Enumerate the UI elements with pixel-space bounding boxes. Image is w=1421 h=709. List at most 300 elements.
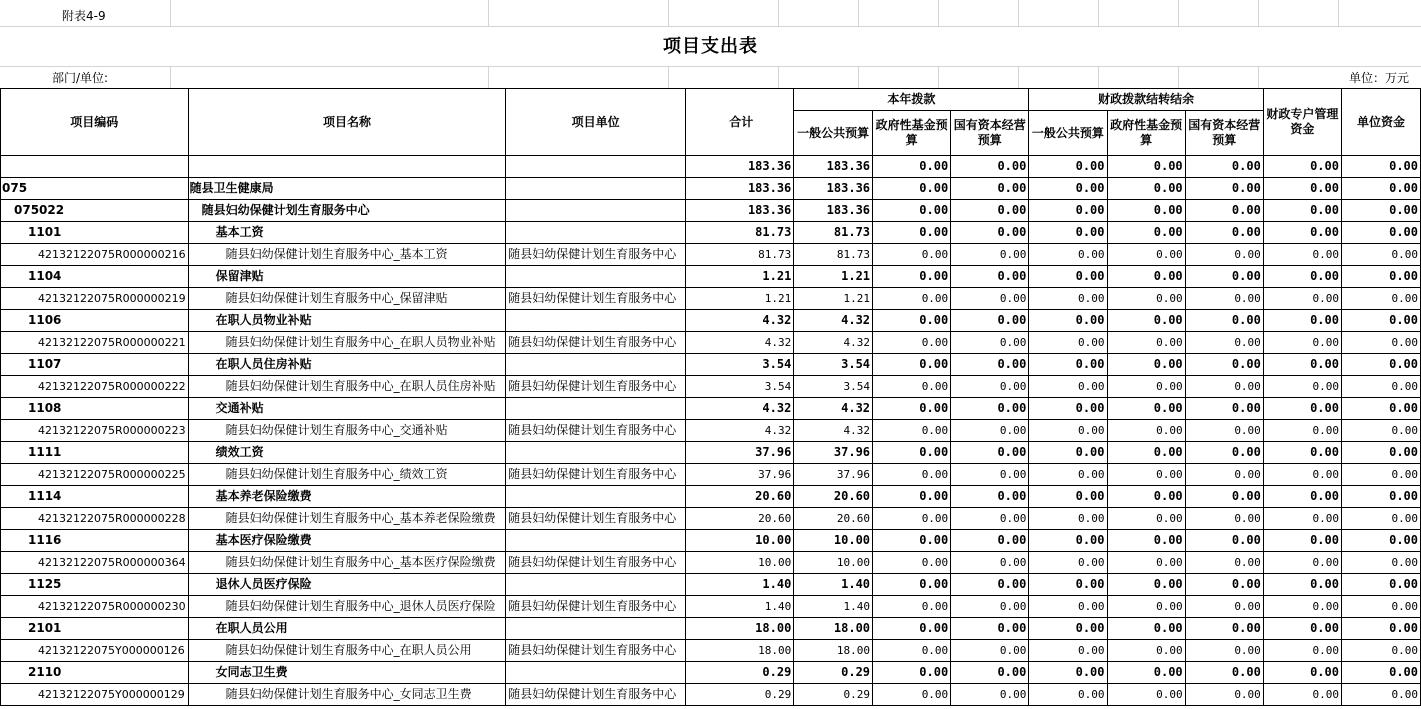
cell-gov-fund[interactable]: 0.00: [873, 552, 951, 574]
cell-general-budget-carryover[interactable]: 0.00: [1029, 420, 1107, 442]
cell-project-unit[interactable]: 随县妇幼保健计划生育服务中心: [506, 596, 686, 618]
header-state-capital[interactable]: 国有资本经营预算: [951, 111, 1029, 156]
cell-general-budget[interactable]: 0.29: [794, 684, 873, 706]
cell-state-capital[interactable]: 0.00: [951, 442, 1029, 464]
cell-gov-fund-carryover[interactable]: 0.00: [1107, 552, 1185, 574]
cell-project-name[interactable]: 随县妇幼保健计划生育服务中心_基本医疗保险缴费: [188, 552, 506, 574]
cell-project-unit[interactable]: [506, 530, 686, 552]
cell-special-fund[interactable]: 0.00: [1263, 464, 1341, 486]
cell-state-capital-carryover[interactable]: 0.00: [1185, 398, 1263, 420]
cell-state-capital[interactable]: 0.00: [951, 508, 1029, 530]
cell-state-capital-carryover[interactable]: 0.00: [1185, 486, 1263, 508]
cell-general-budget-carryover[interactable]: 0.00: [1029, 662, 1107, 684]
cell-general-budget-carryover[interactable]: 0.00: [1029, 574, 1107, 596]
cell-project-code[interactable]: 42132122075Y000000129: [1, 684, 189, 706]
cell-gov-fund[interactable]: 0.00: [873, 288, 951, 310]
cell-project-unit[interactable]: [506, 662, 686, 684]
cell-state-capital[interactable]: 0.00: [951, 552, 1029, 574]
cell-project-unit[interactable]: [506, 310, 686, 332]
cell-project-unit[interactable]: 随县妇幼保健计划生育服务中心: [506, 464, 686, 486]
cell-project-unit[interactable]: [506, 442, 686, 464]
cell-gov-fund-carryover[interactable]: 0.00: [1107, 684, 1185, 706]
cell-project-unit[interactable]: 随县妇幼保健计划生育服务中心: [506, 332, 686, 354]
cell-general-budget-carryover[interactable]: 0.00: [1029, 552, 1107, 574]
cell-total[interactable]: 0.29: [686, 684, 794, 706]
cell-special-fund[interactable]: 0.00: [1263, 266, 1341, 288]
cell-special-fund[interactable]: 0.00: [1263, 398, 1341, 420]
cell-gov-fund[interactable]: 0.00: [873, 442, 951, 464]
cell-general-budget-carryover[interactable]: 0.00: [1029, 684, 1107, 706]
cell-gov-fund[interactable]: 0.00: [873, 376, 951, 398]
cell-state-capital-carryover[interactable]: 0.00: [1185, 156, 1263, 178]
table-row[interactable]: [1, 508, 1421, 530]
header-gov-fund-carryover[interactable]: 政府性基金预算: [1107, 111, 1185, 156]
cell-gov-fund[interactable]: 0.00: [873, 684, 951, 706]
cell-unit-fund[interactable]: 0.00: [1341, 486, 1420, 508]
cell-general-budget-carryover[interactable]: 0.00: [1029, 508, 1107, 530]
cell-unit-fund[interactable]: 0.00: [1341, 662, 1420, 684]
cell-gov-fund[interactable]: 0.00: [873, 596, 951, 618]
table-row[interactable]: [1, 266, 1421, 288]
table-row[interactable]: [1, 618, 1421, 640]
cell-general-budget-carryover[interactable]: 0.00: [1029, 178, 1107, 200]
cell-general-budget[interactable]: 37.96: [794, 442, 873, 464]
cell-state-capital[interactable]: 0.00: [951, 398, 1029, 420]
cell-general-budget-carryover[interactable]: 0.00: [1029, 442, 1107, 464]
cell-general-budget[interactable]: 18.00: [794, 640, 873, 662]
cell-state-capital[interactable]: 0.00: [951, 596, 1029, 618]
cell-state-capital-carryover[interactable]: 0.00: [1185, 552, 1263, 574]
cell-total[interactable]: 183.36: [686, 156, 794, 178]
cell-general-budget[interactable]: 183.36: [794, 178, 873, 200]
cell-state-capital[interactable]: 0.00: [951, 530, 1029, 552]
cell-general-budget-carryover[interactable]: 0.00: [1029, 486, 1107, 508]
cell-project-name[interactable]: 基本养老保险缴费: [188, 486, 506, 508]
cell-gov-fund[interactable]: 0.00: [873, 156, 951, 178]
cell-gov-fund[interactable]: 0.00: [873, 310, 951, 332]
cell-unit-fund[interactable]: 0.00: [1341, 244, 1420, 266]
cell-general-budget[interactable]: 20.60: [794, 486, 873, 508]
table-row[interactable]: [1, 442, 1421, 464]
cell-project-code[interactable]: 2101: [1, 618, 189, 640]
cell-gov-fund[interactable]: 0.00: [873, 222, 951, 244]
cell-total[interactable]: 1.40: [686, 596, 794, 618]
cell-gov-fund[interactable]: 0.00: [873, 178, 951, 200]
cell-general-budget[interactable]: 10.00: [794, 552, 873, 574]
cell-general-budget[interactable]: 3.54: [794, 354, 873, 376]
cell-project-code[interactable]: 1107: [1, 354, 189, 376]
cell-unit-fund[interactable]: 0.00: [1341, 640, 1420, 662]
table-row[interactable]: [1, 662, 1421, 684]
cell-unit-fund[interactable]: 0.00: [1341, 222, 1420, 244]
cell-project-name[interactable]: 随县卫生健康局: [188, 178, 506, 200]
cell-state-capital[interactable]: 0.00: [951, 486, 1029, 508]
cell-project-name[interactable]: 随县妇幼保健计划生育服务中心_基本养老保险缴费: [188, 508, 506, 530]
cell-unit-fund[interactable]: 0.00: [1341, 574, 1420, 596]
cell-gov-fund[interactable]: 0.00: [873, 332, 951, 354]
cell-project-code[interactable]: 42132122075R000000223: [1, 420, 189, 442]
header-group-current[interactable]: 本年拨款: [794, 89, 1029, 111]
cell-state-capital[interactable]: 0.00: [951, 376, 1029, 398]
cell-state-capital-carryover[interactable]: 0.00: [1185, 464, 1263, 486]
cell-general-budget-carryover[interactable]: 0.00: [1029, 398, 1107, 420]
cell-special-fund[interactable]: 0.00: [1263, 354, 1341, 376]
cell-special-fund[interactable]: 0.00: [1263, 288, 1341, 310]
cell-unit-fund[interactable]: 0.00: [1341, 200, 1420, 222]
cell-general-budget[interactable]: 4.32: [794, 310, 873, 332]
cell-general-budget[interactable]: 1.21: [794, 266, 873, 288]
cell-gov-fund[interactable]: 0.00: [873, 464, 951, 486]
table-row[interactable]: [1, 684, 1421, 706]
cell-total[interactable]: 1.21: [686, 266, 794, 288]
cell-project-code[interactable]: 42132122075R000000219: [1, 288, 189, 310]
cell-project-name[interactable]: 随县妇幼保健计划生育服务中心_在职人员物业补贴: [188, 332, 506, 354]
table-row[interactable]: [1, 354, 1421, 376]
cell-gov-fund-carryover[interactable]: 0.00: [1107, 640, 1185, 662]
table-row[interactable]: [1, 596, 1421, 618]
cell-state-capital-carryover[interactable]: 0.00: [1185, 684, 1263, 706]
cell-general-budget[interactable]: 81.73: [794, 244, 873, 266]
cell-general-budget-carryover[interactable]: 0.00: [1029, 618, 1107, 640]
cell-special-fund[interactable]: 0.00: [1263, 684, 1341, 706]
cell-state-capital-carryover[interactable]: 0.00: [1185, 662, 1263, 684]
cell-general-budget-carryover[interactable]: 0.00: [1029, 596, 1107, 618]
cell-state-capital-carryover[interactable]: 0.00: [1185, 244, 1263, 266]
cell-special-fund[interactable]: 0.00: [1263, 662, 1341, 684]
cell-special-fund[interactable]: 0.00: [1263, 574, 1341, 596]
cell-state-capital-carryover[interactable]: 0.00: [1185, 640, 1263, 662]
cell-total[interactable]: 4.32: [686, 398, 794, 420]
cell-gov-fund-carryover[interactable]: 0.00: [1107, 618, 1185, 640]
cell-state-capital[interactable]: 0.00: [951, 684, 1029, 706]
cell-total[interactable]: 4.32: [686, 332, 794, 354]
cell-gov-fund[interactable]: 0.00: [873, 398, 951, 420]
table-row[interactable]: [1, 398, 1421, 420]
cell-gov-fund[interactable]: 0.00: [873, 508, 951, 530]
header-code[interactable]: 项目编码: [1, 89, 189, 156]
cell-unit-fund[interactable]: 0.00: [1341, 552, 1420, 574]
cell-project-name[interactable]: 随县妇幼保健计划生育服务中心_交通补贴: [188, 420, 506, 442]
cell-state-capital-carryover[interactable]: 0.00: [1185, 442, 1263, 464]
cell-project-name[interactable]: 绩效工资: [188, 442, 506, 464]
cell-general-budget[interactable]: 4.32: [794, 398, 873, 420]
table-row[interactable]: [1, 156, 1421, 178]
cell-total[interactable]: 10.00: [686, 552, 794, 574]
cell-gov-fund-carryover[interactable]: 0.00: [1107, 420, 1185, 442]
table-row[interactable]: [1, 288, 1421, 310]
cell-project-code[interactable]: 1101: [1, 222, 189, 244]
cell-gov-fund-carryover[interactable]: 0.00: [1107, 200, 1185, 222]
cell-state-capital[interactable]: 0.00: [951, 618, 1029, 640]
cell-general-budget[interactable]: 4.32: [794, 420, 873, 442]
table-row[interactable]: [1, 640, 1421, 662]
cell-state-capital[interactable]: 0.00: [951, 640, 1029, 662]
cell-project-name[interactable]: 随县妇幼保健计划生育服务中心_女同志卫生费: [188, 684, 506, 706]
cell-project-unit[interactable]: 随县妇幼保健计划生育服务中心: [506, 376, 686, 398]
cell-general-budget[interactable]: 183.36: [794, 200, 873, 222]
cell-gov-fund-carryover[interactable]: 0.00: [1107, 376, 1185, 398]
cell-gov-fund[interactable]: 0.00: [873, 618, 951, 640]
cell-general-budget[interactable]: 183.36: [794, 156, 873, 178]
cell-state-capital-carryover[interactable]: 0.00: [1185, 332, 1263, 354]
cell-general-budget[interactable]: 3.54: [794, 376, 873, 398]
cell-gov-fund-carryover[interactable]: 0.00: [1107, 266, 1185, 288]
cell-total[interactable]: 81.73: [686, 244, 794, 266]
cell-project-unit[interactable]: 随县妇幼保健计划生育服务中心: [506, 684, 686, 706]
cell-gov-fund[interactable]: 0.00: [873, 200, 951, 222]
cell-gov-fund-carryover[interactable]: 0.00: [1107, 244, 1185, 266]
cell-project-code[interactable]: 42132122075R000000225: [1, 464, 189, 486]
cell-special-fund[interactable]: 0.00: [1263, 156, 1341, 178]
cell-state-capital-carryover[interactable]: 0.00: [1185, 178, 1263, 200]
cell-project-name[interactable]: 随县妇幼保健计划生育服务中心_退休人员医疗保险: [188, 596, 506, 618]
cell-unit-fund[interactable]: 0.00: [1341, 596, 1420, 618]
cell-state-capital-carryover[interactable]: 0.00: [1185, 596, 1263, 618]
table-row[interactable]: [1, 244, 1421, 266]
cell-general-budget-carryover[interactable]: 0.00: [1029, 332, 1107, 354]
cell-special-fund[interactable]: 0.00: [1263, 508, 1341, 530]
cell-state-capital[interactable]: 0.00: [951, 288, 1029, 310]
cell-project-name[interactable]: [188, 156, 506, 178]
cell-general-budget[interactable]: 1.40: [794, 574, 873, 596]
table-row[interactable]: [1, 310, 1421, 332]
cell-special-fund[interactable]: 0.00: [1263, 618, 1341, 640]
cell-project-name[interactable]: 女同志卫生费: [188, 662, 506, 684]
cell-general-budget[interactable]: 1.40: [794, 596, 873, 618]
table-row[interactable]: [1, 574, 1421, 596]
cell-total[interactable]: 4.32: [686, 310, 794, 332]
cell-general-budget[interactable]: 18.00: [794, 618, 873, 640]
header-name[interactable]: 项目名称: [188, 89, 506, 156]
cell-total[interactable]: 0.29: [686, 662, 794, 684]
cell-project-code[interactable]: 42132122075R000000230: [1, 596, 189, 618]
cell-total[interactable]: 183.36: [686, 178, 794, 200]
table-row[interactable]: [1, 178, 1421, 200]
cell-project-unit[interactable]: [506, 574, 686, 596]
cell-project-code[interactable]: 1108: [1, 398, 189, 420]
cell-gov-fund-carryover[interactable]: 0.00: [1107, 178, 1185, 200]
cell-state-capital-carryover[interactable]: 0.00: [1185, 200, 1263, 222]
cell-state-capital-carryover[interactable]: 0.00: [1185, 266, 1263, 288]
cell-project-name[interactable]: 随县妇幼保健计划生育服务中心_保留津贴: [188, 288, 506, 310]
cell-state-capital[interactable]: 0.00: [951, 156, 1029, 178]
cell-state-capital[interactable]: 0.00: [951, 266, 1029, 288]
cell-project-code[interactable]: 1104: [1, 266, 189, 288]
cell-state-capital-carryover[interactable]: 0.00: [1185, 420, 1263, 442]
cell-project-code[interactable]: 2110: [1, 662, 189, 684]
cell-unit-fund[interactable]: 0.00: [1341, 288, 1420, 310]
cell-gov-fund-carryover[interactable]: 0.00: [1107, 508, 1185, 530]
table-row[interactable]: [1, 332, 1421, 354]
cell-special-fund[interactable]: 0.00: [1263, 244, 1341, 266]
cell-project-code[interactable]: 075022: [1, 200, 189, 222]
cell-state-capital-carryover[interactable]: 0.00: [1185, 618, 1263, 640]
cell-project-unit[interactable]: [506, 222, 686, 244]
cell-unit-fund[interactable]: 0.00: [1341, 420, 1420, 442]
cell-special-fund[interactable]: 0.00: [1263, 200, 1341, 222]
cell-total[interactable]: 4.32: [686, 420, 794, 442]
cell-state-capital-carryover[interactable]: 0.00: [1185, 376, 1263, 398]
cell-project-name[interactable]: 在职人员物业补贴: [188, 310, 506, 332]
cell-total[interactable]: 3.54: [686, 376, 794, 398]
cell-general-budget-carryover[interactable]: 0.00: [1029, 244, 1107, 266]
cell-general-budget-carryover[interactable]: 0.00: [1029, 464, 1107, 486]
cell-general-budget[interactable]: 81.73: [794, 222, 873, 244]
cell-state-capital-carryover[interactable]: 0.00: [1185, 354, 1263, 376]
cell-state-capital-carryover[interactable]: 0.00: [1185, 508, 1263, 530]
cell-unit-fund[interactable]: 0.00: [1341, 376, 1420, 398]
cell-project-name[interactable]: 随县妇幼保健计划生育服务中心_在职人员公用: [188, 640, 506, 662]
cell-general-budget[interactable]: 4.32: [794, 332, 873, 354]
table-row[interactable]: [1, 552, 1421, 574]
cell-unit-fund[interactable]: 0.00: [1341, 398, 1420, 420]
cell-state-capital-carryover[interactable]: 0.00: [1185, 310, 1263, 332]
cell-gov-fund-carryover[interactable]: 0.00: [1107, 354, 1185, 376]
table-row[interactable]: [1, 200, 1421, 222]
cell-project-code[interactable]: 42132122075R000000228: [1, 508, 189, 530]
cell-project-code[interactable]: 42132122075R000000221: [1, 332, 189, 354]
cell-project-name[interactable]: 交通补贴: [188, 398, 506, 420]
cell-special-fund[interactable]: 0.00: [1263, 640, 1341, 662]
header-total[interactable]: 合计: [686, 89, 794, 156]
cell-special-fund[interactable]: 0.00: [1263, 178, 1341, 200]
cell-project-unit[interactable]: 随县妇幼保健计划生育服务中心: [506, 552, 686, 574]
cell-project-unit[interactable]: 随县妇幼保健计划生育服务中心: [506, 420, 686, 442]
cell-general-budget[interactable]: 20.60: [794, 508, 873, 530]
cell-project-code[interactable]: 1125: [1, 574, 189, 596]
cell-unit-fund[interactable]: 0.00: [1341, 332, 1420, 354]
cell-project-name[interactable]: 退休人员医疗保险: [188, 574, 506, 596]
cell-unit-fund[interactable]: 0.00: [1341, 684, 1420, 706]
cell-gov-fund-carryover[interactable]: 0.00: [1107, 486, 1185, 508]
cell-total[interactable]: 1.21: [686, 288, 794, 310]
cell-general-budget-carryover[interactable]: 0.00: [1029, 530, 1107, 552]
cell-general-budget-carryover[interactable]: 0.00: [1029, 640, 1107, 662]
cell-gov-fund[interactable]: 0.00: [873, 354, 951, 376]
cell-project-unit[interactable]: [506, 486, 686, 508]
cell-gov-fund[interactable]: 0.00: [873, 574, 951, 596]
cell-project-code[interactable]: 42132122075R000000216: [1, 244, 189, 266]
cell-special-fund[interactable]: 0.00: [1263, 376, 1341, 398]
cell-general-budget-carryover[interactable]: 0.00: [1029, 222, 1107, 244]
cell-general-budget[interactable]: 37.96: [794, 464, 873, 486]
cell-general-budget-carryover[interactable]: 0.00: [1029, 266, 1107, 288]
cell-unit-fund[interactable]: 0.00: [1341, 156, 1420, 178]
cell-project-unit[interactable]: [506, 618, 686, 640]
cell-project-unit[interactable]: [506, 156, 686, 178]
cell-state-capital-carryover[interactable]: 0.00: [1185, 222, 1263, 244]
cell-gov-fund[interactable]: 0.00: [873, 420, 951, 442]
cell-project-unit[interactable]: 随县妇幼保健计划生育服务中心: [506, 640, 686, 662]
cell-general-budget-carryover[interactable]: 0.00: [1029, 200, 1107, 222]
cell-gov-fund-carryover[interactable]: 0.00: [1107, 222, 1185, 244]
cell-gov-fund-carryover[interactable]: 0.00: [1107, 662, 1185, 684]
cell-project-unit[interactable]: [506, 178, 686, 200]
cell-project-unit[interactable]: [506, 200, 686, 222]
cell-gov-fund[interactable]: 0.00: [873, 640, 951, 662]
cell-special-fund[interactable]: 0.00: [1263, 442, 1341, 464]
cell-gov-fund[interactable]: 0.00: [873, 266, 951, 288]
cell-general-budget-carryover[interactable]: 0.00: [1029, 156, 1107, 178]
cell-total[interactable]: 1.40: [686, 574, 794, 596]
cell-total[interactable]: 10.00: [686, 530, 794, 552]
cell-special-fund[interactable]: 0.00: [1263, 332, 1341, 354]
cell-unit-fund[interactable]: 0.00: [1341, 266, 1420, 288]
cell-state-capital[interactable]: 0.00: [951, 354, 1029, 376]
cell-state-capital[interactable]: 0.00: [951, 178, 1029, 200]
cell-project-name[interactable]: 随县妇幼保健计划生育服务中心_基本工资: [188, 244, 506, 266]
cell-total[interactable]: 37.96: [686, 442, 794, 464]
cell-total[interactable]: 81.73: [686, 222, 794, 244]
table-row[interactable]: [1, 222, 1421, 244]
cell-state-capital[interactable]: 0.00: [951, 200, 1029, 222]
cell-unit-fund[interactable]: 0.00: [1341, 508, 1420, 530]
cell-state-capital[interactable]: 0.00: [951, 420, 1029, 442]
cell-special-fund[interactable]: 0.00: [1263, 486, 1341, 508]
cell-unit-fund[interactable]: 0.00: [1341, 354, 1420, 376]
cell-unit-fund[interactable]: 0.00: [1341, 464, 1420, 486]
table-row[interactable]: [1, 420, 1421, 442]
table-row[interactable]: [1, 376, 1421, 398]
cell-gov-fund-carryover[interactable]: 0.00: [1107, 156, 1185, 178]
cell-project-code[interactable]: 1106: [1, 310, 189, 332]
cell-gov-fund-carryover[interactable]: 0.00: [1107, 442, 1185, 464]
cell-state-capital-carryover[interactable]: 0.00: [1185, 288, 1263, 310]
cell-project-name[interactable]: 随县妇幼保健计划生育服务中心: [188, 200, 506, 222]
header-general-budget[interactable]: 一般公共预算: [794, 111, 873, 156]
header-special-fund[interactable]: 财政专户管理资金: [1263, 89, 1341, 156]
cell-gov-fund[interactable]: 0.00: [873, 244, 951, 266]
cell-general-budget[interactable]: 0.29: [794, 662, 873, 684]
cell-gov-fund-carryover[interactable]: 0.00: [1107, 574, 1185, 596]
cell-special-fund[interactable]: 0.00: [1263, 222, 1341, 244]
cell-gov-fund-carryover[interactable]: 0.00: [1107, 310, 1185, 332]
cell-project-unit[interactable]: 随县妇幼保健计划生育服务中心: [506, 508, 686, 530]
cell-gov-fund-carryover[interactable]: 0.00: [1107, 332, 1185, 354]
cell-special-fund[interactable]: 0.00: [1263, 420, 1341, 442]
cell-project-unit[interactable]: [506, 354, 686, 376]
cell-state-capital[interactable]: 0.00: [951, 244, 1029, 266]
cell-project-unit[interactable]: [506, 266, 686, 288]
cell-total[interactable]: 3.54: [686, 354, 794, 376]
cell-gov-fund-carryover[interactable]: 0.00: [1107, 464, 1185, 486]
cell-unit-fund[interactable]: 0.00: [1341, 442, 1420, 464]
cell-state-capital-carryover[interactable]: 0.00: [1185, 530, 1263, 552]
cell-project-name[interactable]: 基本工资: [188, 222, 506, 244]
cell-gov-fund[interactable]: 0.00: [873, 530, 951, 552]
cell-general-budget-carryover[interactable]: 0.00: [1029, 354, 1107, 376]
cell-total[interactable]: 183.36: [686, 200, 794, 222]
cell-gov-fund-carryover[interactable]: 0.00: [1107, 530, 1185, 552]
cell-total[interactable]: 20.60: [686, 486, 794, 508]
cell-state-capital[interactable]: 0.00: [951, 574, 1029, 596]
cell-total[interactable]: 20.60: [686, 508, 794, 530]
header-general-budget-carryover[interactable]: 一般公共预算: [1029, 111, 1107, 156]
cell-gov-fund-carryover[interactable]: 0.00: [1107, 398, 1185, 420]
cell-project-code[interactable]: 1114: [1, 486, 189, 508]
cell-project-name[interactable]: 在职人员公用: [188, 618, 506, 640]
cell-total[interactable]: 37.96: [686, 464, 794, 486]
cell-state-capital[interactable]: 0.00: [951, 464, 1029, 486]
cell-gov-fund[interactable]: 0.00: [873, 662, 951, 684]
cell-state-capital[interactable]: 0.00: [951, 662, 1029, 684]
cell-special-fund[interactable]: 0.00: [1263, 596, 1341, 618]
cell-project-name[interactable]: 在职人员住房补贴: [188, 354, 506, 376]
cell-unit-fund[interactable]: 0.00: [1341, 618, 1420, 640]
header-group-carryover[interactable]: 财政拨款结转结余: [1029, 89, 1263, 111]
table-row[interactable]: [1, 486, 1421, 508]
cell-total[interactable]: 18.00: [686, 640, 794, 662]
